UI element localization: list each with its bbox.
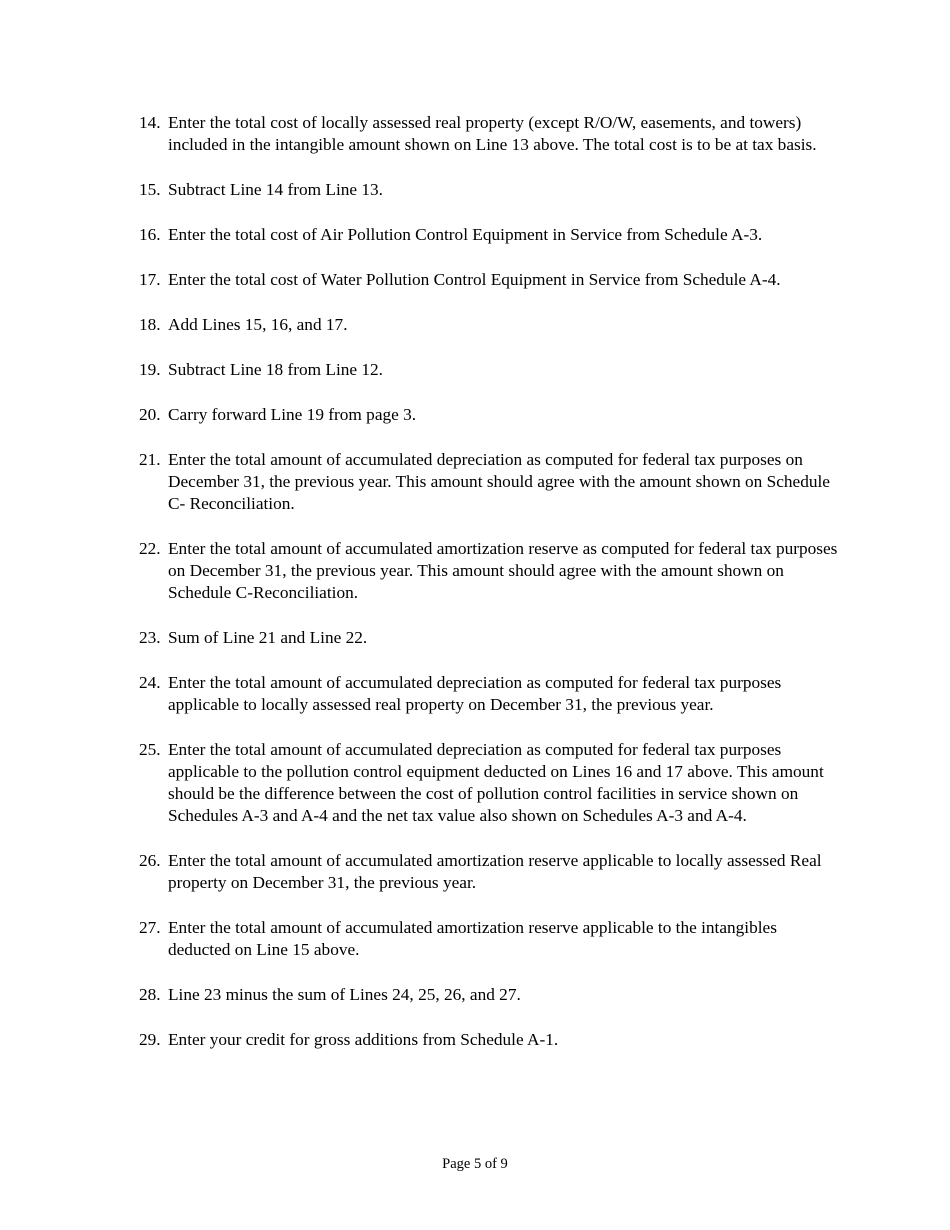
instruction-line-28: [139, 984, 839, 1006]
line-number: 15.: [139, 180, 161, 199]
instruction-line-15: [139, 179, 839, 201]
instruction-line-16: [139, 224, 839, 246]
instruction-line-22: [139, 538, 839, 604]
line-number: 28.: [139, 985, 161, 1004]
line-number: 22.: [139, 539, 161, 558]
instruction-line-19: [139, 359, 839, 381]
page-number-footer: Page 5 of 9: [442, 1156, 508, 1172]
line-text: Enter the total cost of Water Pollution Control Equipment in Service from Schedule A-4.: [168, 270, 781, 289]
line-text: Add Lines 15, 16, and 17.: [168, 315, 348, 334]
instruction-line-21: [139, 449, 839, 515]
line-number: 14.: [139, 113, 161, 132]
line-number: 23.: [139, 628, 161, 647]
line-text: Enter the total amount of accumulated amortization reserve applicable to the intangibles deducted on Line 15 above.: [168, 918, 777, 959]
line-number: 17.: [139, 270, 161, 289]
instruction-line-14: [139, 112, 839, 156]
instruction-line-25: [139, 739, 839, 827]
line-text: Carry forward Line 19 from page 3.: [168, 405, 417, 424]
line-number: 21.: [139, 450, 161, 469]
line-text: Line 23 minus the sum of Lines 24, 25, 26, and 27.: [168, 985, 521, 1004]
line-text: Enter the total amount of accumulated amortization reserve as computed for federal tax purposes on December 31, the previous year. This amount should agree with the amount shown on Schedule C-Reconciliation.: [168, 539, 838, 602]
line-number: 19.: [139, 360, 161, 379]
line-text: Enter the total amount of accumulated amortization reserve applicable to locally assessed Real property on December 31, the previous year.: [168, 851, 822, 892]
line-number: 25.: [139, 740, 161, 759]
instruction-line-17: [139, 269, 839, 291]
line-number: 27.: [139, 918, 161, 937]
line-number: 18.: [139, 315, 161, 334]
line-number: 16.: [139, 225, 161, 244]
line-number: 24.: [139, 673, 161, 692]
line-text: Enter the total amount of accumulated depreciation as computed for federal tax purposes on December 31, the previous year. This amount should agree with the amount shown on Schedule C- Reconciliation.: [168, 450, 830, 513]
line-number: 20.: [139, 405, 161, 424]
instruction-line-18: [139, 314, 839, 336]
instruction-line-20: [139, 404, 839, 426]
instruction-line-26: [139, 850, 839, 894]
line-text: Enter the total amount of accumulated depreciation as computed for federal tax purposes applicable to locally assessed real property on December 31, the previous year.: [168, 673, 782, 714]
instruction-line-27: [139, 917, 839, 961]
line-text: Subtract Line 18 from Line 12.: [168, 360, 384, 379]
line-text: Enter the total amount of accumulated depreciation as computed for federal tax purposes applicable to the pollution control equipment deducted on Lines 16 and 17 above. This amount should be the difference between the cost of pollution control facilities in service shown on Schedules A-3 and A-4 and the net tax value also shown on Schedules A-3 and A-4.: [168, 740, 824, 825]
instruction-line-29: [139, 1029, 839, 1051]
line-number: 29.: [139, 1030, 161, 1049]
line-number: 26.: [139, 851, 161, 870]
line-text: Enter the total cost of locally assessed real property (except R/O/W, easements, and towers) included in the intangible amount shown on Line 13 above. The total cost is to be at tax basis.: [168, 113, 817, 154]
line-text: Enter the total cost of Air Pollution Control Equipment in Service from Schedule A-3.: [168, 225, 763, 244]
instructions-list: [139, 112, 839, 1074]
instruction-line-24: [139, 672, 839, 716]
instruction-line-23: [139, 627, 839, 649]
line-text: Sum of Line 21 and Line 22.: [168, 628, 368, 647]
line-text: Enter your credit for gross additions from Schedule A-1.: [168, 1030, 559, 1049]
line-text: Subtract Line 14 from Line 13.: [168, 180, 384, 199]
